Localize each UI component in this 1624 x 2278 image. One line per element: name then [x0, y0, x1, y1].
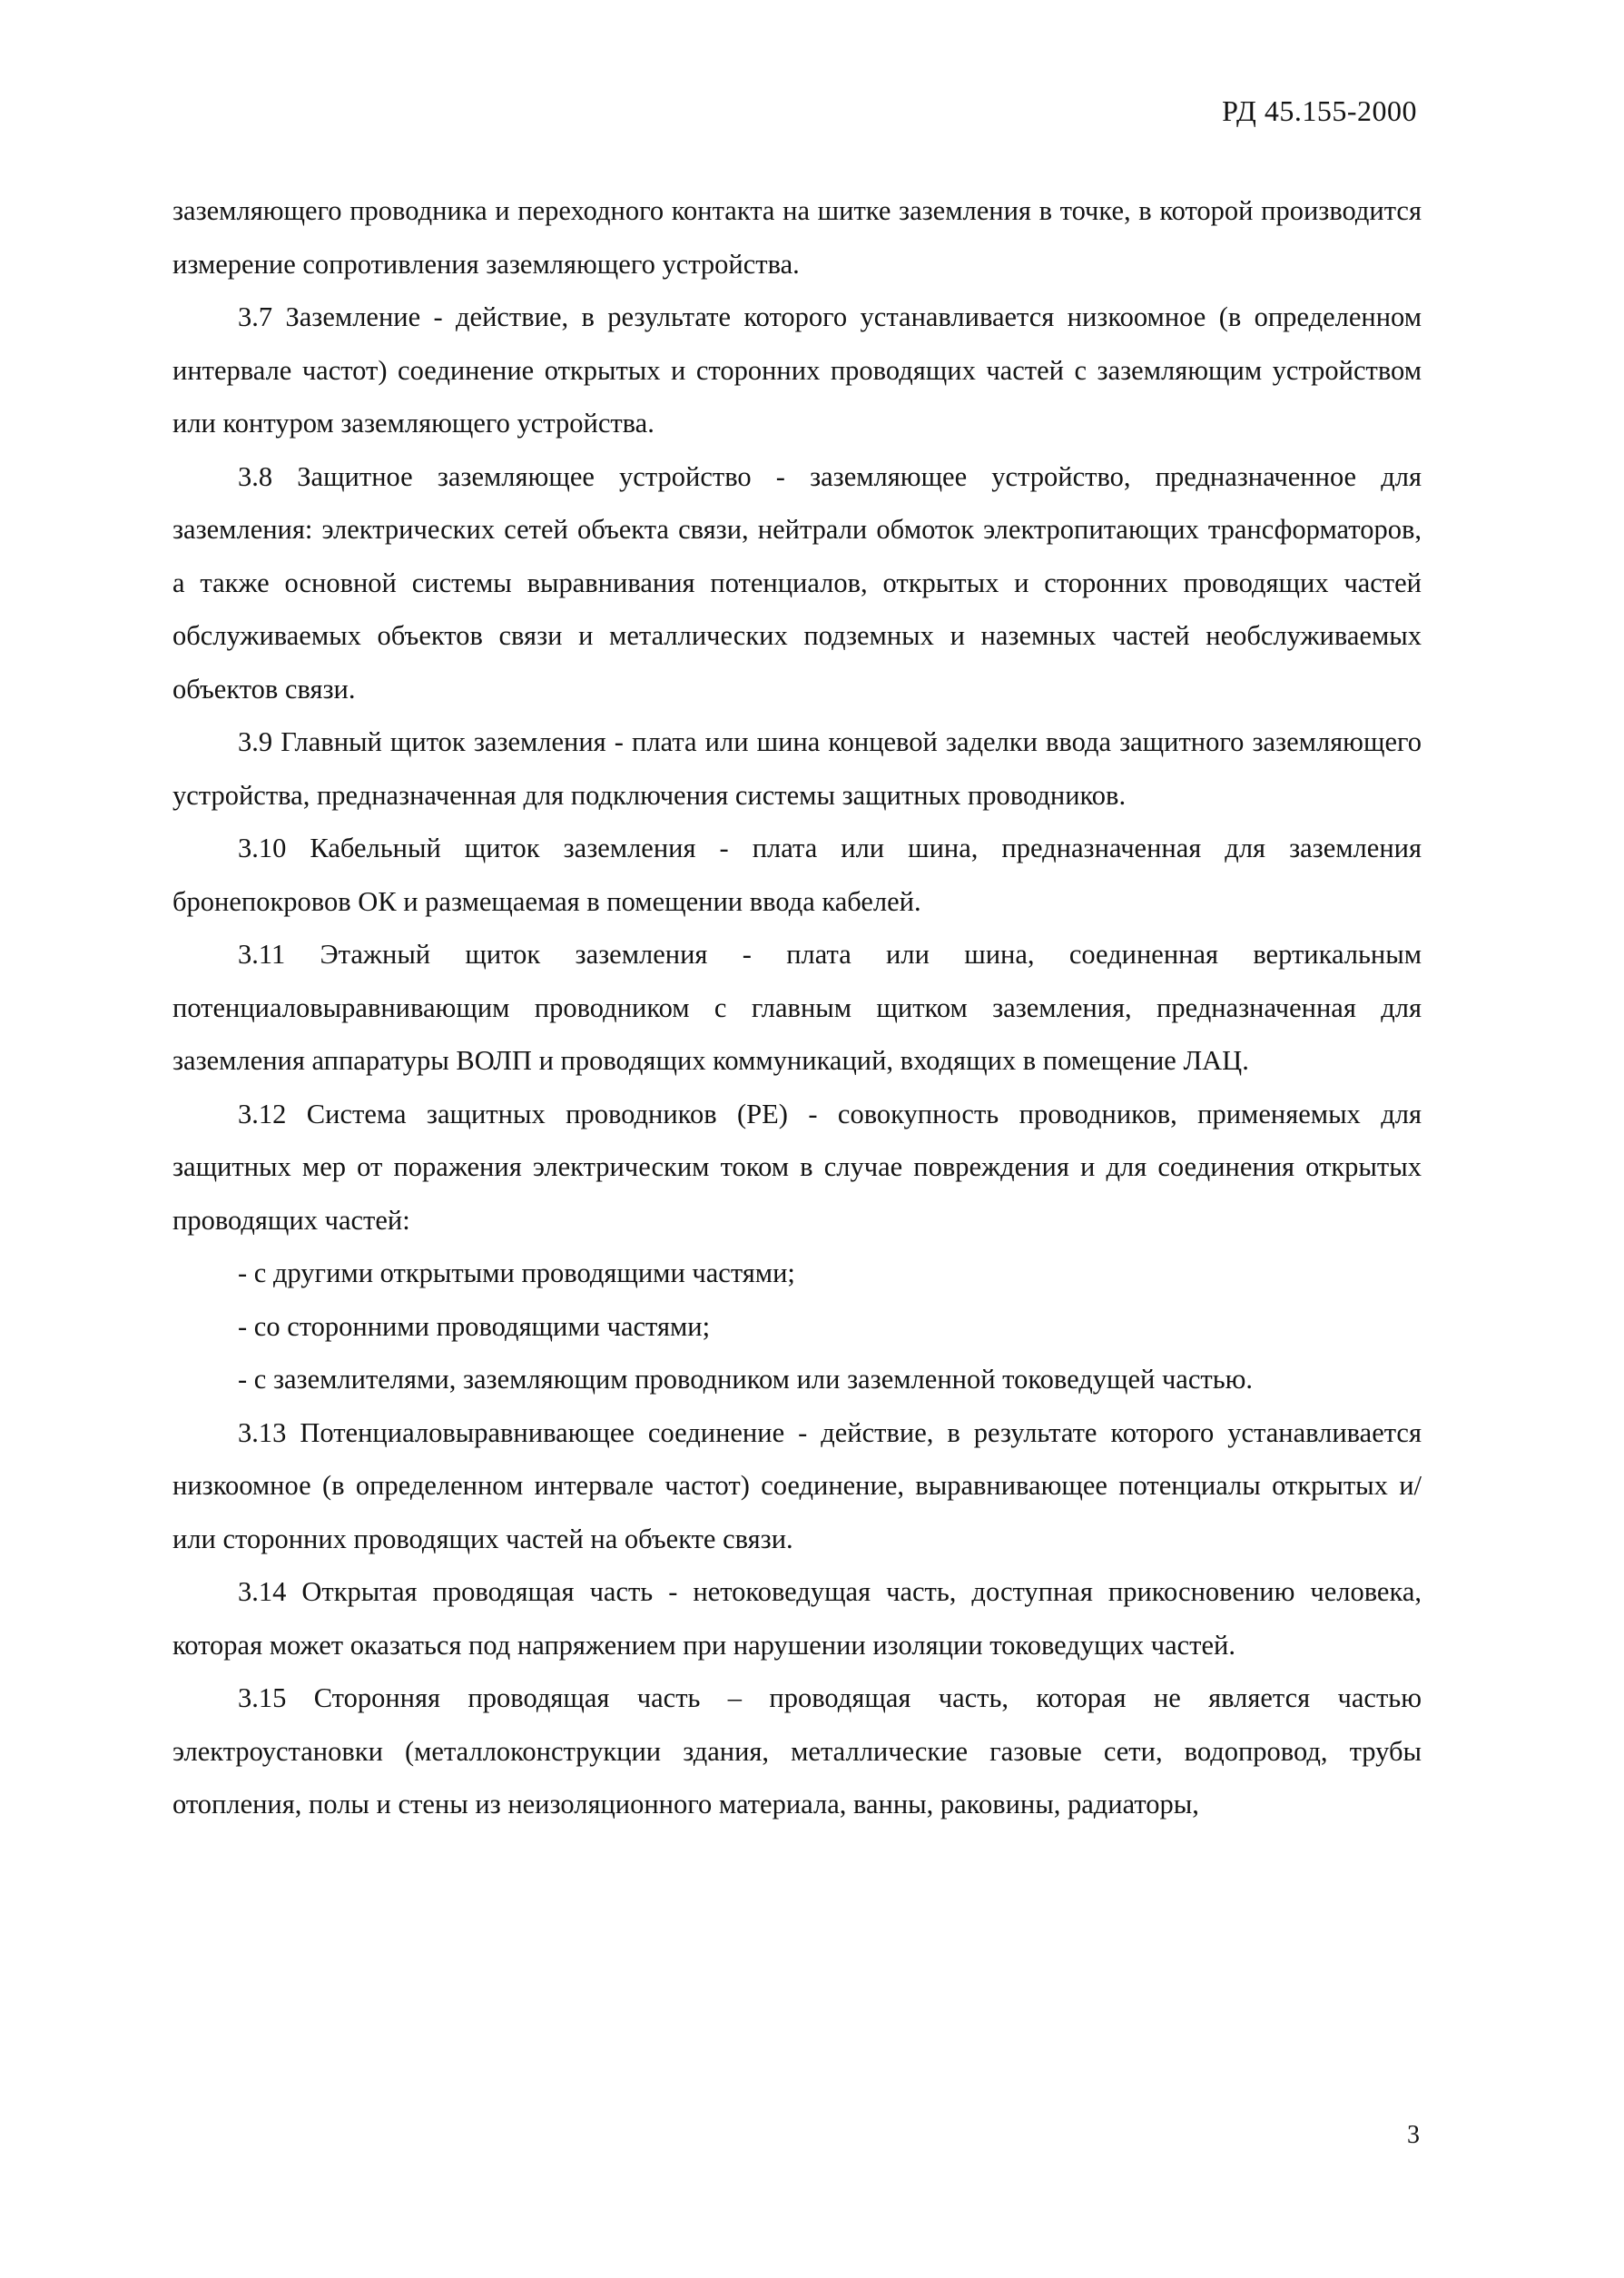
page-number: 3: [1407, 2121, 1420, 2149]
list-item: - со сторонними проводящими частями;: [238, 1310, 711, 1342]
paragraph-3-7: 3.7 Заземление - действие, в результате которого устанавливается низкоомное (в определенном интервале частот) соединение открытых и сторонних проводящих частей с заземляющим устройством или контуром заземляющего устройства.: [172, 301, 1422, 439]
list-item: - с заземлителями, заземляющим проводником или заземленной токоведущей частью.: [238, 1364, 1254, 1395]
paragraph-3-8: 3.8 Защитное заземляющее устройство - заземляющее устройство, предназначенное для заземления: электрических сетей объекта связи, нейтрали обмоток электропитающих трансформаторов, а также основной системы выравнивания потенциалов, открытых и сторонних проводящих частей обслуживаемых объектов связи и металлических подземных и наземных частей необслуживаемых объектов связи.: [172, 460, 1422, 705]
paragraph-3-14: 3.14 Открытая проводящая часть - нетоковедущая часть, доступная прикосновению человека, которая может оказаться под напряжением при нарушении изоляции токоведущих частей.: [172, 1576, 1422, 1661]
document-body: [172, 184, 1422, 1831]
paragraph-3-9: 3.9 Главный щиток заземления - плата или шина концевой заделки ввода защитного заземляющего устройства, предназначенная для подключения системы защитных проводников.: [172, 726, 1422, 811]
paragraph-3-10: 3.10 Кабельный щиток заземления - плата или шина, предназначенная для заземления бронепокровов ОК и размещаемая в помещении ввода кабелей.: [172, 833, 1422, 917]
paragraph-3-12: 3.12 Система защитных проводников (PE) - совокупность проводников, применяемых для защитных мер от поражения электрическим током в случае повреждения и для соединения открытых проводящих частей:: [172, 1098, 1422, 1236]
paragraph-3-13: 3.13 Потенциаловыравнивающее соединение - действие, в результате которого устанавливается низкоомное (в определенном интервале частот) соединение, выравнивающее потенциалы открытых и/или сторонних проводящих частей на объекте связи.: [172, 1416, 1422, 1554]
paragraph-3-15: 3.15 Сторонняя проводящая часть – проводящая часть, которая не является частью электроустановки (металлоконструкции здания, металлические газовые сети, водопровод, трубы отопления, полы и стены из неизоляционного материала, ванны, раковины, радиаторы,: [172, 1682, 1422, 1819]
list-item: - с другими открытыми проводящими частями;: [238, 1257, 795, 1288]
paragraph-continuation: заземляющего проводника и переходного контакта на шитке заземления в точке, в которой производится измерение сопротивления заземляющего устройства.: [172, 195, 1422, 280]
document-code: РД 45.155-2000: [1222, 94, 1417, 127]
paragraph-3-11: 3.11 Этажный щиток заземления - плата или шина, соединенная вертикальным потенциаловыравнивающим проводником с главным щитком заземления, предназначенная для заземления аппаратуры ВОЛП и проводящих коммуникаций, входящих в помещение ЛАЦ.: [172, 939, 1422, 1076]
